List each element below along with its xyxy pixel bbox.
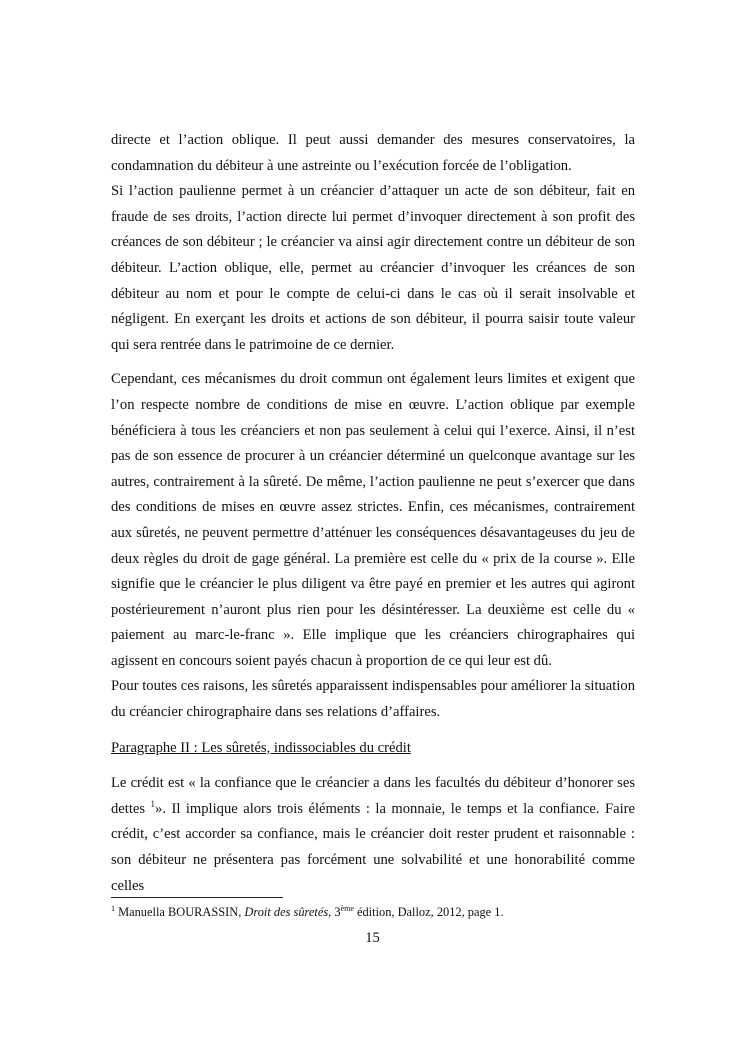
footnote-edition-number: 3 [331, 905, 341, 919]
paragraph-2: Si l’action paulienne permet à un créancier d’attaquer un acte de son débiteur, fait en fraude de ses droits, l’action directe lui permet d’invoquer directement à son profit des créances de son débiteur ; le créancier va ainsi agir directement contre un débiteur de son débiteur. L’action oblique, elle, permet au créancier d’invoquer les créances de son débiteur au nom et pour le compte de celui-ci dans le cas où il serait insolvable et négligent. En exerçant les droits et actions de son débiteur, il pourra saisir toute valeur qui sera rentrée dans le patrimoine de ce dernier. [111, 183, 635, 353]
footnote-rest: édition, Dalloz, 2012, page 1. [353, 905, 504, 919]
paragraph-1: directe et l’action oblique. Il peut aussi demander des mesures conservatoires, la condamnation du débiteur à une astreinte ou l’exécution forcée de l’obligation. [111, 132, 635, 174]
paragraph-4: Pour toutes ces raisons, les sûretés apparaissent indispensables pour améliorer la situation du créancier chirographaire dans ses relations d’affaires. [111, 678, 635, 721]
footnote-marker: 1 [111, 904, 115, 913]
footnote-author: Manuella BOURASSIN, [115, 905, 245, 919]
paragraph-5-start: Le crédit est « la confiance que le créancier a dans les facultés du débiteur d’honorer ses dettes [111, 775, 635, 817]
footnote [111, 904, 651, 920]
paragraph-5 [111, 771, 635, 899]
footnote-edition-suffix: ème [340, 904, 354, 913]
footnote-reference[interactable]: 1 [150, 798, 156, 809]
footnote-separator [111, 897, 283, 898]
section-heading: Paragraphe II : Les sûretés, indissociables du crédit [111, 739, 411, 756]
paragraph-5-end: ». Il implique alors trois éléments : la monnaie, le temps et la confiance. Faire crédit, c’est accorder sa confiance, mais le créancier doit rester prudent et raisonnable : son débiteur ne présentera pas forcément une solvabilité et une honorabilité comme celles [111, 800, 635, 894]
footnote-title: Droit des sûretés, [244, 905, 332, 919]
page-number: 15 [365, 930, 380, 946]
body-text [111, 128, 635, 899]
paragraph-3: Cependant, ces mécanismes du droit commun ont également leurs limites et exigent que l’on respecte nombre de conditions de mise en œuvre. L’action oblique par exemple bénéficiera à tous les créanciers et non pas seulement à celui qui l’exerce. Ainsi, il n’est pas de son essence de procurer à un créancier déterminé un quelconque avantage sur les autres, contrairement à la sûreté. De même, l’action paulienne ne peut s’exercer que dans des conditions de mises en œuvre assez strictes. Enfin, ces mécanismes, contrairement aux sûretés, ne peuvent permettre d’atténuer les conséquences désavantageuses du jeu de deux règles du droit de gage général. La première est celle du « prix de la course ». Elle signifie que le créancier le plus diligent va être payé en premier et les autres qui agiront postérieurement n’auront plus rien pour les désintéresser. La deuxième est celle du « paiement au marc-le-franc ». Elle implique que les créanciers chirographaires qui agissent en concours soient payés chacun à proportion de ce qui leur est dû. [111, 371, 635, 669]
